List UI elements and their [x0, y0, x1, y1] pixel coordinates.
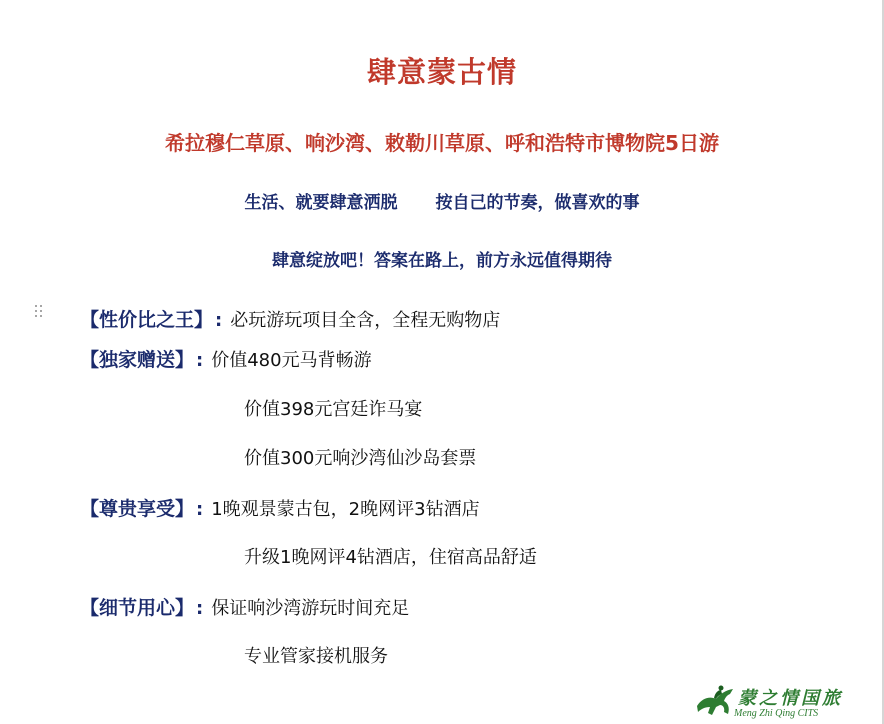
slogan-part-b: 按自己的节奏，做喜欢的事 — [435, 193, 640, 213]
slogan-part-a: 生活、就要肆意洒脱 — [244, 193, 398, 213]
feature-tag: 【细节用心】 — [80, 597, 195, 619]
feature-tag: 【性价比之王】 — [80, 309, 214, 331]
feature-tag: 【独家赠送】 — [80, 349, 195, 371]
feature-text: 保证响沙湾游玩时间充足 — [211, 598, 410, 619]
feature-text: 价值480元马背畅游 — [211, 350, 372, 371]
logo-english: Meng Zhi Qing CITS — [734, 708, 819, 719]
horse-rider-icon — [694, 684, 738, 720]
feature-text: 价值300元响沙湾仙沙岛套票 — [244, 448, 477, 469]
feature-text: 升级1晚网评4钻酒店，住宿高品舒适 — [244, 547, 537, 568]
logo-chinese: 蒙之情国旅 — [738, 688, 843, 709]
slogan-line-1 — [0, 188, 884, 213]
feature-colon: : — [196, 350, 204, 371]
page-title: 肆意蒙古情 — [366, 55, 517, 89]
company-logo — [694, 680, 862, 722]
drag-handle-icon[interactable] — [35, 305, 45, 319]
feature-tag: 【尊贵享受】 — [80, 498, 195, 520]
tour-subtitle: 希拉穆仁草原、响沙湾、敕勒川草原、呼和浩特市博物院5日游 — [165, 131, 719, 155]
feature-row — [80, 305, 500, 332]
feature-colon: : — [215, 310, 223, 331]
feature-text: 1晚观景蒙古包，2晚网评3钻酒店 — [211, 499, 480, 520]
feature-row — [80, 345, 372, 372]
feature-colon: : — [196, 499, 204, 520]
feature-row — [80, 593, 409, 620]
feature-text: 必玩游玩项目全含，全程无购物店 — [230, 310, 501, 331]
feature-text: 价值398元宫廷诈马宴 — [244, 399, 423, 420]
feature-text: 专业管家接机服务 — [244, 646, 388, 667]
feature-colon: : — [196, 598, 204, 619]
slogan-line-2: 肆意绽放吧！答案在路上，前方永远值得期待 — [272, 251, 612, 271]
feature-row — [80, 494, 480, 521]
